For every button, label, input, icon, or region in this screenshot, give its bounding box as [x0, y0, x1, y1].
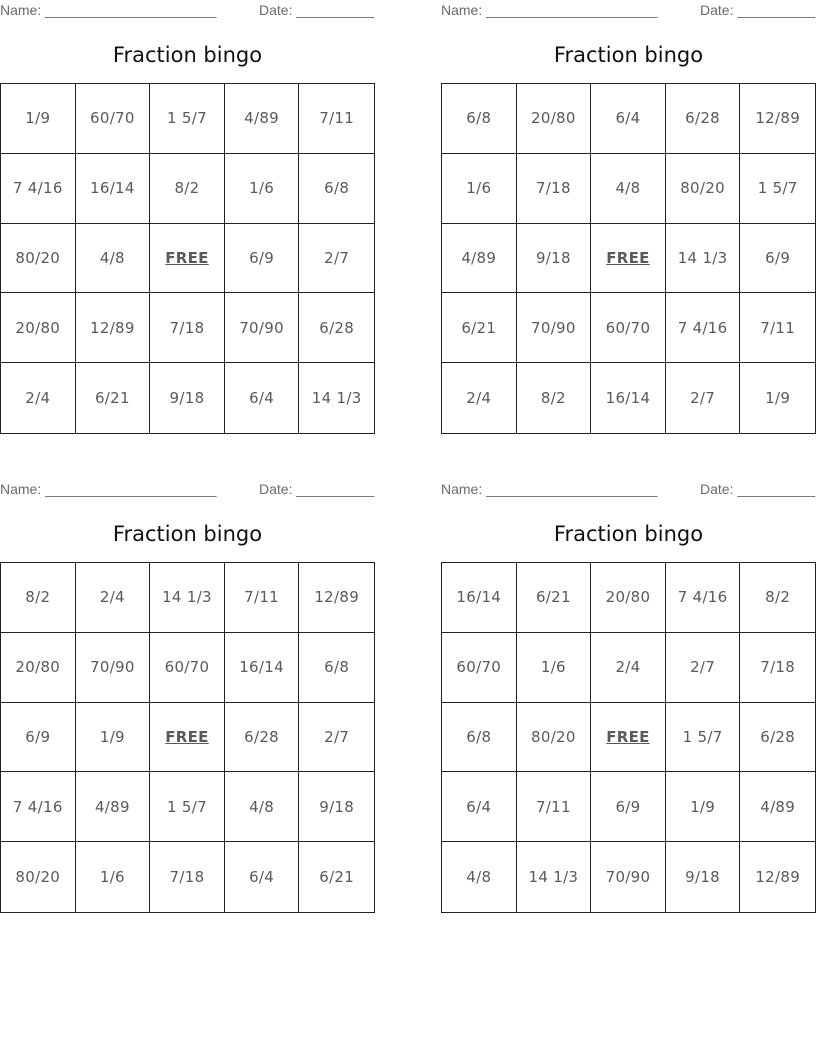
bingo-cell[interactable]: 1 5/7 [150, 772, 225, 842]
bingo-cell[interactable]: 6/4 [442, 772, 517, 842]
name-field[interactable]: Name: ______________________ [441, 2, 658, 18]
card-header [0, 0, 375, 22]
free-space[interactable]: FREE [591, 224, 666, 294]
bingo-cell[interactable]: 1 5/7 [740, 154, 815, 224]
bingo-cell[interactable]: 7/11 [740, 293, 815, 363]
date-field[interactable]: Date: __________ [700, 481, 816, 497]
bingo-cell[interactable]: 6/8 [299, 633, 374, 703]
bingo-cell[interactable]: 8/2 [740, 563, 815, 633]
bingo-cell[interactable]: 4/89 [740, 772, 815, 842]
name-field[interactable]: Name: ______________________ [441, 481, 658, 497]
card-header [441, 479, 816, 501]
bingo-cell[interactable]: 80/20 [1, 842, 76, 912]
bingo-cell[interactable]: 4/89 [76, 772, 151, 842]
bingo-cell[interactable]: 2/4 [1, 363, 76, 433]
bingo-cell[interactable]: 6/28 [299, 293, 374, 363]
bingo-cell[interactable]: 9/18 [517, 224, 592, 294]
bingo-cell[interactable]: 6/8 [442, 703, 517, 773]
bingo-cell[interactable]: 2/4 [591, 633, 666, 703]
bingo-cell[interactable]: 6/21 [319, 868, 355, 887]
bingo-cell[interactable]: 70/90 [591, 842, 666, 912]
bingo-cell[interactable]: 7/18 [517, 154, 592, 224]
bingo-cell[interactable]: 2/7 [299, 224, 374, 294]
bingo-cell[interactable]: 12/89 [76, 293, 151, 363]
bingo-cell[interactable]: 7/18 [740, 633, 815, 703]
date-field[interactable]: Date: __________ [259, 2, 375, 18]
card-title: Fraction bingo [553, 43, 704, 67]
bingo-cell[interactable]: 9/18 [666, 842, 741, 912]
bingo-cell[interactable]: 7/18 [150, 842, 225, 912]
bingo-cell[interactable]: 7 4/16 [1, 154, 76, 224]
date-field[interactable]: Date: __________ [259, 481, 375, 497]
bingo-cell[interactable]: 1/9 [76, 703, 151, 773]
bingo-cell[interactable]: 60/70 [150, 633, 225, 703]
bingo-cell[interactable]: 2/4 [76, 563, 151, 633]
bingo-cell[interactable]: 4/89 [225, 84, 300, 154]
bingo-cell[interactable]: 6/28 [666, 84, 741, 154]
bingo-cell[interactable]: 6/21 [517, 563, 592, 633]
bingo-cell[interactable]: 2/7 [299, 703, 374, 773]
bingo-cell[interactable]: 6/4 [225, 842, 300, 912]
free-space[interactable]: FREE [150, 703, 225, 773]
bingo-card-4 [441, 479, 816, 919]
bingo-cell[interactable]: 7 4/16 [1, 772, 76, 842]
bingo-cell[interactable]: 60/70 [442, 633, 517, 703]
bingo-cell[interactable]: 7 4/16 [666, 563, 741, 633]
name-field[interactable]: Name: ______________________ [0, 481, 217, 497]
name-field[interactable]: Name: ______________________ [0, 2, 217, 18]
bingo-cell[interactable]: 60/70 [591, 293, 666, 363]
bingo-cell[interactable]: 70/90 [517, 293, 592, 363]
date-field[interactable]: Date: __________ [700, 2, 816, 18]
bingo-cell[interactable]: 12/89 [299, 563, 374, 633]
bingo-cell[interactable]: 6/9 [740, 224, 815, 294]
bingo-cell[interactable]: 1 5/7 [666, 703, 741, 773]
bingo-cell[interactable]: 8/2 [150, 154, 225, 224]
bingo-cell[interactable]: 14 1/3 [150, 563, 225, 633]
bingo-grid [441, 562, 816, 913]
bingo-card-2 [441, 0, 816, 440]
card-title: Fraction bingo [112, 43, 263, 67]
bingo-cell[interactable]: 4/8 [591, 154, 666, 224]
bingo-cell[interactable]: 1/6 [76, 842, 151, 912]
bingo-cell[interactable]: 6/4 [225, 363, 300, 433]
bingo-cell[interactable]: 9/18 [299, 772, 374, 842]
bingo-cell[interactable]: 12/89 [755, 868, 801, 887]
bingo-cell[interactable]: 6/9 [591, 772, 666, 842]
bingo-cell[interactable]: 14 1/3 [311, 389, 362, 408]
free-space[interactable]: FREE [591, 703, 666, 773]
bingo-cell[interactable]: 6/9 [225, 224, 300, 294]
bingo-cell[interactable]: 1/9 [1, 84, 76, 154]
bingo-grid [0, 83, 375, 434]
bingo-cell[interactable]: 8/2 [517, 363, 592, 433]
bingo-cell[interactable]: 7/11 [299, 84, 374, 154]
bingo-cell[interactable]: 1/9 [765, 389, 791, 408]
bingo-cell[interactable]: 20/80 [1, 633, 76, 703]
bingo-grid [0, 562, 375, 913]
bingo-grid [441, 83, 816, 434]
bingo-cell[interactable]: 12/89 [740, 84, 815, 154]
bingo-cell[interactable]: 9/18 [150, 363, 225, 433]
bingo-cell[interactable]: 6/8 [299, 154, 374, 224]
bingo-cell[interactable]: 1 5/7 [150, 84, 225, 154]
bingo-cell[interactable]: 7/11 [517, 772, 592, 842]
bingo-cell[interactable]: 8/2 [1, 563, 76, 633]
bingo-cell[interactable]: 20/80 [591, 563, 666, 633]
bingo-cell[interactable]: 4/8 [225, 772, 300, 842]
bingo-cell[interactable]: 4/8 [442, 842, 517, 912]
bingo-cell[interactable]: 14 1/3 [666, 224, 741, 294]
bingo-card-1 [0, 0, 375, 440]
bingo-cell[interactable]: 4/89 [442, 224, 517, 294]
bingo-cell[interactable]: 6/21 [442, 293, 517, 363]
bingo-cell[interactable]: 7/11 [225, 563, 300, 633]
bingo-cell[interactable]: 14 1/3 [517, 842, 592, 912]
bingo-cell[interactable]: 20/80 [1, 293, 76, 363]
bingo-cell[interactable]: 6/9 [1, 703, 76, 773]
card-title: Fraction bingo [112, 522, 263, 546]
bingo-cell[interactable]: 16/14 [442, 563, 517, 633]
card-header [441, 0, 816, 22]
bingo-cell[interactable]: 1/6 [225, 154, 300, 224]
bingo-cell[interactable]: 80/20 [666, 154, 741, 224]
bingo-cell[interactable]: 16/14 [591, 363, 666, 433]
bingo-cell[interactable]: 1/6 [442, 154, 517, 224]
bingo-cell[interactable]: 6/28 [225, 703, 300, 773]
bingo-cell[interactable]: 16/14 [76, 154, 151, 224]
bingo-cell[interactable]: 80/20 [517, 703, 592, 773]
bingo-cell[interactable]: 20/80 [517, 84, 592, 154]
bingo-cell[interactable]: 2/7 [666, 633, 741, 703]
bingo-cell[interactable]: 1/9 [666, 772, 741, 842]
bingo-cell[interactable]: 4/8 [76, 224, 151, 294]
bingo-cell[interactable]: 2/4 [442, 363, 517, 433]
bingo-cell[interactable]: 6/21 [76, 363, 151, 433]
bingo-cell[interactable]: 80/20 [1, 224, 76, 294]
bingo-cell[interactable]: 60/70 [76, 84, 151, 154]
bingo-cell[interactable]: 1/6 [517, 633, 592, 703]
bingo-card-3 [0, 479, 375, 919]
bingo-cell[interactable]: 6/8 [442, 84, 517, 154]
bingo-cell[interactable]: 7/18 [150, 293, 225, 363]
bingo-cell[interactable]: 16/14 [225, 633, 300, 703]
card-header [0, 479, 375, 501]
free-space[interactable]: FREE [150, 224, 225, 294]
bingo-cell[interactable]: 6/28 [740, 703, 815, 773]
card-title: Fraction bingo [553, 522, 704, 546]
bingo-cell[interactable]: 2/7 [666, 363, 741, 433]
bingo-cell[interactable]: 6/4 [591, 84, 666, 154]
bingo-cell[interactable]: 70/90 [225, 293, 300, 363]
bingo-cell[interactable]: 7 4/16 [666, 293, 741, 363]
bingo-cell[interactable]: 70/90 [76, 633, 151, 703]
